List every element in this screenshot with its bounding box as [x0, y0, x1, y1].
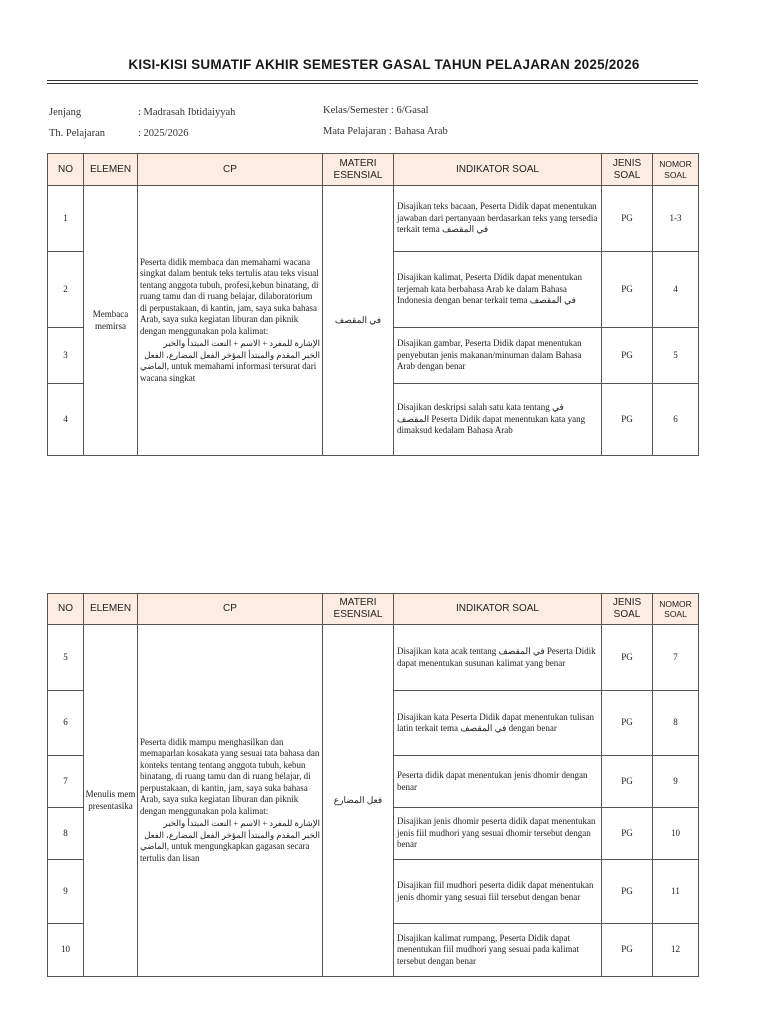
row-no: 1 [48, 186, 84, 252]
indikator-cell: Peserta didik dapat menentukan jenis dhomir dengan benar [394, 756, 602, 808]
row-no: 3 [48, 328, 84, 384]
indikator-cell: Disajikan kata Peserta Didik dapat menentukan tulisan latin terkait tema في المقصف dengan benar [394, 691, 602, 756]
jenis-cell: PG [602, 252, 653, 328]
materi-cell: فعل المضارع [323, 625, 394, 977]
jenis-cell: PG [602, 186, 653, 252]
header-materi: MATERI ESENSIAL [323, 154, 394, 186]
table-row [48, 625, 699, 691]
header-materi: MATERI ESENSIAL [323, 594, 394, 625]
header-jenis: JENIS SOAL [602, 154, 653, 186]
nomor-cell: 8 [653, 691, 699, 756]
row-no: 10 [48, 924, 84, 977]
header-nomor: NOMOR SOAL [653, 594, 699, 625]
row-no: 5 [48, 625, 84, 691]
jenis-cell: PG [602, 756, 653, 808]
nomor-cell: 6 [653, 384, 699, 456]
table-header-row [48, 594, 699, 625]
indikator-cell: Disajikan jenis dhomir peserta didik dapat menentukan jenis fiil mudhori yang sesuai dhomir tersebut dengan benar [394, 808, 602, 860]
nomor-cell: 5 [653, 328, 699, 384]
indikator-cell: Disajikan teks bacaan, Peserta Didik dapat menentukan jawaban dari pertanyaan berdasarkan teks yang tersedia terkait tema في المقصف [394, 186, 602, 252]
jenjang-value: : Madrasah Ibtidaiyyah [138, 107, 236, 118]
mata-pelajaran: Mata Pelajaran : Bahasa Arab [323, 126, 448, 137]
nomor-cell: 1-3 [653, 186, 699, 252]
cp-cell: Peserta didik mampu menghasilkan dan memaparlan kosakata yang sesuai tata bahasa dan konteks tentang tentang anggota tubuh, kebun binatang, di ruang tamu dan di ruang belajar, di perpustakaan, di kantin, jam, saya suka bahasa Arab, saya suka kegiatan liburan dan piknik dengan menggunakan pola kalimat: الإشارة للمفرد + الاسم + النعت المبتدأ والخبر الخبر المقدم والمبتدأ المؤخر الفعل المضارع، الفعل الماضي, untuk mengungkapkan gagasan secara tertulis dan lisan [138, 625, 323, 977]
header-cp: CP [138, 154, 323, 186]
row-no: 7 [48, 756, 84, 808]
jenis-cell: PG [602, 808, 653, 860]
title-rule-top [47, 80, 698, 81]
indikator-cell: Disajikan kata acak tentang في المقصف Peserta Didik dapat menentukan susunan kalimat yang benar [394, 625, 602, 691]
jenis-cell: PG [602, 860, 653, 924]
row-no: 8 [48, 808, 84, 860]
table-row [48, 186, 699, 252]
tahun-pelajaran-label: Th. Pelajaran [49, 128, 105, 139]
kelas-semester: Kelas/Semester : 6/Gasal [323, 105, 429, 116]
jenis-cell: PG [602, 384, 653, 456]
kisi-table-2 [47, 593, 699, 977]
header-elemen: ELEMEN [84, 594, 138, 625]
header-indikator: INDIKATOR SOAL [394, 594, 602, 625]
header-nomor: NOMOR SOAL [653, 154, 699, 186]
tahun-pelajaran-value: : 2025/2026 [138, 128, 189, 139]
jenis-cell: PG [602, 691, 653, 756]
title-rule-bottom [47, 83, 698, 84]
materi-cell: في المقصف [323, 186, 394, 456]
header-no: NO [48, 154, 84, 186]
row-no: 6 [48, 691, 84, 756]
row-no: 4 [48, 384, 84, 456]
document-title: KISI-KISI SUMATIF AKHIR SEMESTER GASAL TAHUN PELAJARAN 2025/2026 [128, 57, 640, 72]
nomor-cell: 7 [653, 625, 699, 691]
header-jenis: JENIS SOAL [602, 594, 653, 625]
header-no: NO [48, 594, 84, 625]
nomor-cell: 9 [653, 756, 699, 808]
header-cp: CP [138, 594, 323, 625]
elemen-cell: Menulis mempresentasika [84, 625, 138, 977]
header-elemen: ELEMEN [84, 154, 138, 186]
indikator-cell: Disajikan deskripsi salah satu kata tentang في المقصف Peserta Didik dapat menentukan kata yang dimaksud kedalam Bahasa Arab [394, 384, 602, 456]
nomor-cell: 10 [653, 808, 699, 860]
elemen-cell: Membaca memirsa [84, 186, 138, 456]
indikator-cell: Disajikan kalimat, Peserta Didik dapat menentukan terjemah kata berbahasa Arab ke dalam Bahasa Indonesia dengan benar terkait tema في المقصف [394, 252, 602, 328]
indikator-cell: Disajikan fiil mudhori peserta didik dapat menentukan jenis dhomir yang sesuai fiil tersebut dengan benar [394, 860, 602, 924]
row-no: 9 [48, 860, 84, 924]
indikator-cell: Disajikan kalimat rumpang, Peserta Didik dapat menentukan fiil mudhori yang sesuai pada kalimat tersebut dengan benar [394, 924, 602, 977]
kisi-table-1 [47, 153, 699, 456]
cp-cell: Peserta didik membaca dan memahami wacana singkat dalam bentuk teks tertulis atau teks visual tentang anggota tubuh, profesi,kebun binatang, di ruang tamu dan di ruang belajar, dilaboratorium di perpustakaan, di kantin, jam, saya suka bahasa Arab, saya suka kegiatan liburan dan piknik dengan menggunakan pola kalimat: الإشارة للمفرد + الاسم + النعت المبتدأ والخبر الخبر المقدم والمبتدأ المؤخر الفعل المضارع، الفعل الماضي, untuk memahami informasi tersurat dari wacana singkat [138, 186, 323, 456]
nomor-cell: 12 [653, 924, 699, 977]
nomor-cell: 11 [653, 860, 699, 924]
indikator-cell: Disajikan gambar, Peserta Didik dapat menentukan penyebutan jenis makanan/minuman dalam Bahasa Arab dengan benar [394, 328, 602, 384]
jenis-cell: PG [602, 625, 653, 691]
table-header-row [48, 154, 699, 186]
row-no: 2 [48, 252, 84, 328]
jenis-cell: PG [602, 328, 653, 384]
header-indikator: INDIKATOR SOAL [394, 154, 602, 186]
jenjang-label: Jenjang [49, 107, 82, 118]
jenis-cell: PG [602, 924, 653, 977]
nomor-cell: 4 [653, 252, 699, 328]
